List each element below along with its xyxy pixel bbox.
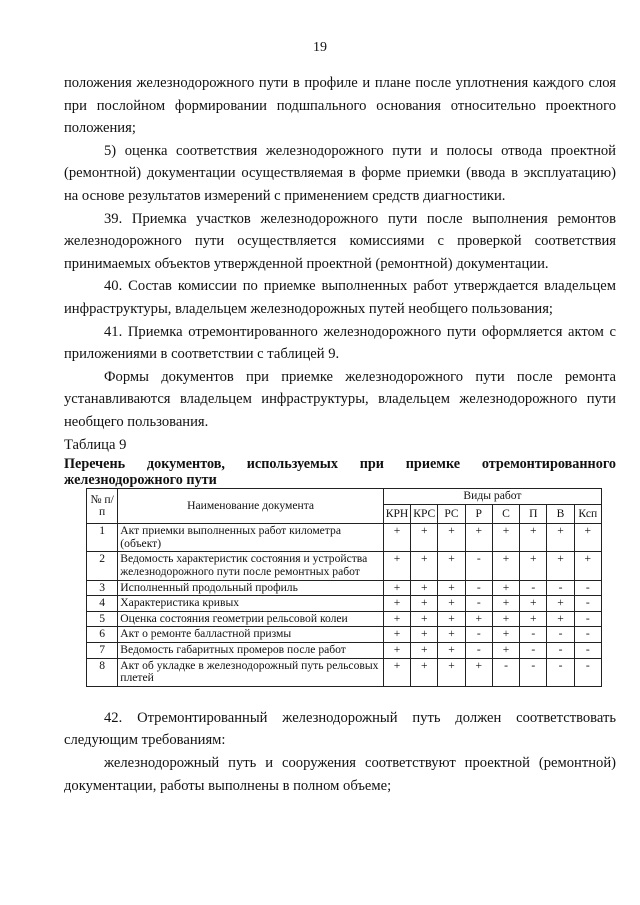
mark-cell: -	[574, 627, 601, 643]
mark-cell: +	[383, 580, 410, 596]
mark-cell: +	[438, 627, 465, 643]
mark-cell: +	[492, 552, 519, 580]
table-row	[87, 658, 602, 686]
row-number: 5	[87, 611, 118, 627]
document-name: Исполненный продольный профиль	[118, 580, 384, 596]
mark-cell: +	[574, 552, 601, 580]
paragraph: положения железнодорожного пути в профиле и плане после уплотнения каждого слоя при послойном формировании подшпального основания относительно проектного положения;	[64, 75, 616, 137]
mark-cell: -	[465, 552, 492, 580]
mark-cell: +	[438, 658, 465, 686]
mark-cell: +	[383, 596, 410, 612]
header-kind: Р	[465, 504, 492, 524]
document-name: Ведомость характеристик состояния и устройства железнодорожного пути после ремонтных работ	[118, 552, 384, 580]
table-row	[87, 580, 602, 596]
mark-cell: +	[438, 552, 465, 580]
row-number: 8	[87, 658, 118, 686]
paragraph: 39. Приемка участков железнодорожного пути после выполнения ремонтов железнодорожного пути осуществляется комиссиями с проверкой соответствия принимаемых объектов утвержденной проектной (ремонтной) документации.	[64, 210, 616, 272]
document-name: Акт о ремонте балластной призмы	[118, 627, 384, 643]
row-number: 6	[87, 627, 118, 643]
mark-cell: -	[574, 611, 601, 627]
mark-cell: +	[411, 658, 438, 686]
mark-cell: +	[492, 596, 519, 612]
mark-cell: +	[383, 658, 410, 686]
mark-cell: -	[520, 627, 547, 643]
paragraph: 42. Отремонтированный железнодорожный путь должен соответствовать следующим требованиям:	[64, 709, 616, 749]
header-kind: КРН	[383, 504, 410, 524]
mark-cell: +	[438, 596, 465, 612]
mark-cell: +	[383, 552, 410, 580]
mark-cell: -	[520, 643, 547, 659]
header-kind: П	[520, 504, 547, 524]
row-number: 4	[87, 596, 118, 612]
document-name: Акт приемки выполненных работ километра (объект)	[118, 524, 384, 552]
header-num: № п/п	[87, 489, 118, 524]
mark-cell: -	[520, 580, 547, 596]
mark-cell: +	[438, 580, 465, 596]
table-header-row	[87, 489, 602, 505]
mark-cell: -	[574, 596, 601, 612]
mark-cell: -	[574, 580, 601, 596]
mark-cell: +	[492, 611, 519, 627]
mark-cell: +	[492, 643, 519, 659]
table-caption: Перечень документов, используемых при приемке отремонтированного железнодорожного пути	[64, 456, 616, 489]
header-kind: РС	[438, 504, 465, 524]
mark-cell: +	[411, 611, 438, 627]
mark-cell: +	[547, 524, 574, 552]
header-kind: КРС	[411, 504, 438, 524]
document-name: Ведомость габаритных промеров после работ	[118, 643, 384, 659]
row-number: 7	[87, 643, 118, 659]
mark-cell: -	[465, 643, 492, 659]
mark-cell: +	[411, 643, 438, 659]
row-number: 2	[87, 552, 118, 580]
mark-cell: +	[547, 611, 574, 627]
table-row	[87, 627, 602, 643]
mark-cell: +	[411, 627, 438, 643]
bottom-paragraphs	[64, 707, 616, 797]
table-row	[87, 643, 602, 659]
mark-cell: +	[411, 552, 438, 580]
documents-table	[86, 488, 602, 687]
mark-cell: +	[520, 611, 547, 627]
header-kind: Ксп	[574, 504, 601, 524]
table-label: Таблица 9	[64, 436, 127, 453]
document-name: Оценка состояния геометрии рельсовой колеи	[118, 611, 384, 627]
page-number: 19	[313, 40, 327, 55]
paragraph: 40. Состав комиссии по приемке выполненных работ утверждается владельцем инфраструктуры, владельцем железнодорожных путей необщего пользования;	[64, 278, 616, 317]
mark-cell: -	[574, 643, 601, 659]
mark-cell: +	[465, 611, 492, 627]
mark-cell: +	[438, 524, 465, 552]
paragraph: железнодорожный путь и сооружения соответствуют проектной (ремонтной) документации, работы выполнены в полном объеме;	[64, 755, 616, 794]
header-kind: С	[492, 504, 519, 524]
mark-cell: +	[520, 596, 547, 612]
mark-cell: +	[574, 524, 601, 552]
mark-cell: +	[411, 524, 438, 552]
mark-cell: -	[547, 658, 574, 686]
document-body	[64, 72, 616, 797]
mark-cell: +	[492, 627, 519, 643]
mark-cell: +	[383, 611, 410, 627]
mark-cell: +	[383, 524, 410, 552]
paragraph: 5) оценка соответствия железнодорожного пути и полосы отвода проектной (ремонтной) документации осуществляемая в форме приемки (ввода в эксплуатацию) на основе результатов измерений с применением средств диагностики.	[64, 142, 616, 204]
mark-cell: -	[574, 658, 601, 686]
paragraph: 41. Приемка отремонтированного железнодорожного пути оформляется актом с приложениями в соответствии с таблицей 9.	[64, 323, 616, 363]
mark-cell: -	[465, 596, 492, 612]
header-name: Наименование документа	[118, 489, 384, 524]
mark-cell: -	[547, 580, 574, 596]
table-row	[87, 552, 602, 580]
mark-cell: -	[492, 658, 519, 686]
document-name: Акт об укладке в железнодорожный путь рельсовых плетей	[118, 658, 384, 686]
row-number: 3	[87, 580, 118, 596]
header-kinds: Виды работ	[383, 489, 601, 505]
mark-cell: +	[465, 658, 492, 686]
mark-cell: +	[547, 552, 574, 580]
mark-cell: +	[520, 552, 547, 580]
top-paragraphs	[64, 72, 616, 434]
mark-cell: +	[520, 524, 547, 552]
header-kind: В	[547, 504, 574, 524]
mark-cell: +	[411, 580, 438, 596]
mark-cell: +	[438, 611, 465, 627]
mark-cell: +	[438, 643, 465, 659]
table-row	[87, 596, 602, 612]
mark-cell: +	[492, 580, 519, 596]
paragraph: Формы документов при приемке железнодорожного пути после ремонта устанавливаются владельцем инфраструктуры, владельцем железнодорожного пути необщего пользования.	[64, 368, 616, 430]
mark-cell: +	[383, 627, 410, 643]
mark-cell: +	[411, 596, 438, 612]
mark-cell: +	[547, 596, 574, 612]
table-body	[87, 524, 602, 687]
mark-cell: -	[465, 580, 492, 596]
mark-cell: -	[520, 658, 547, 686]
table-row	[87, 524, 602, 552]
mark-cell: -	[465, 627, 492, 643]
mark-cell: -	[547, 643, 574, 659]
table-row	[87, 611, 602, 627]
mark-cell: -	[547, 627, 574, 643]
row-number: 1	[87, 524, 118, 552]
mark-cell: +	[383, 643, 410, 659]
mark-cell: +	[465, 524, 492, 552]
mark-cell: +	[492, 524, 519, 552]
document-name: Характеристика кривых	[118, 596, 384, 612]
